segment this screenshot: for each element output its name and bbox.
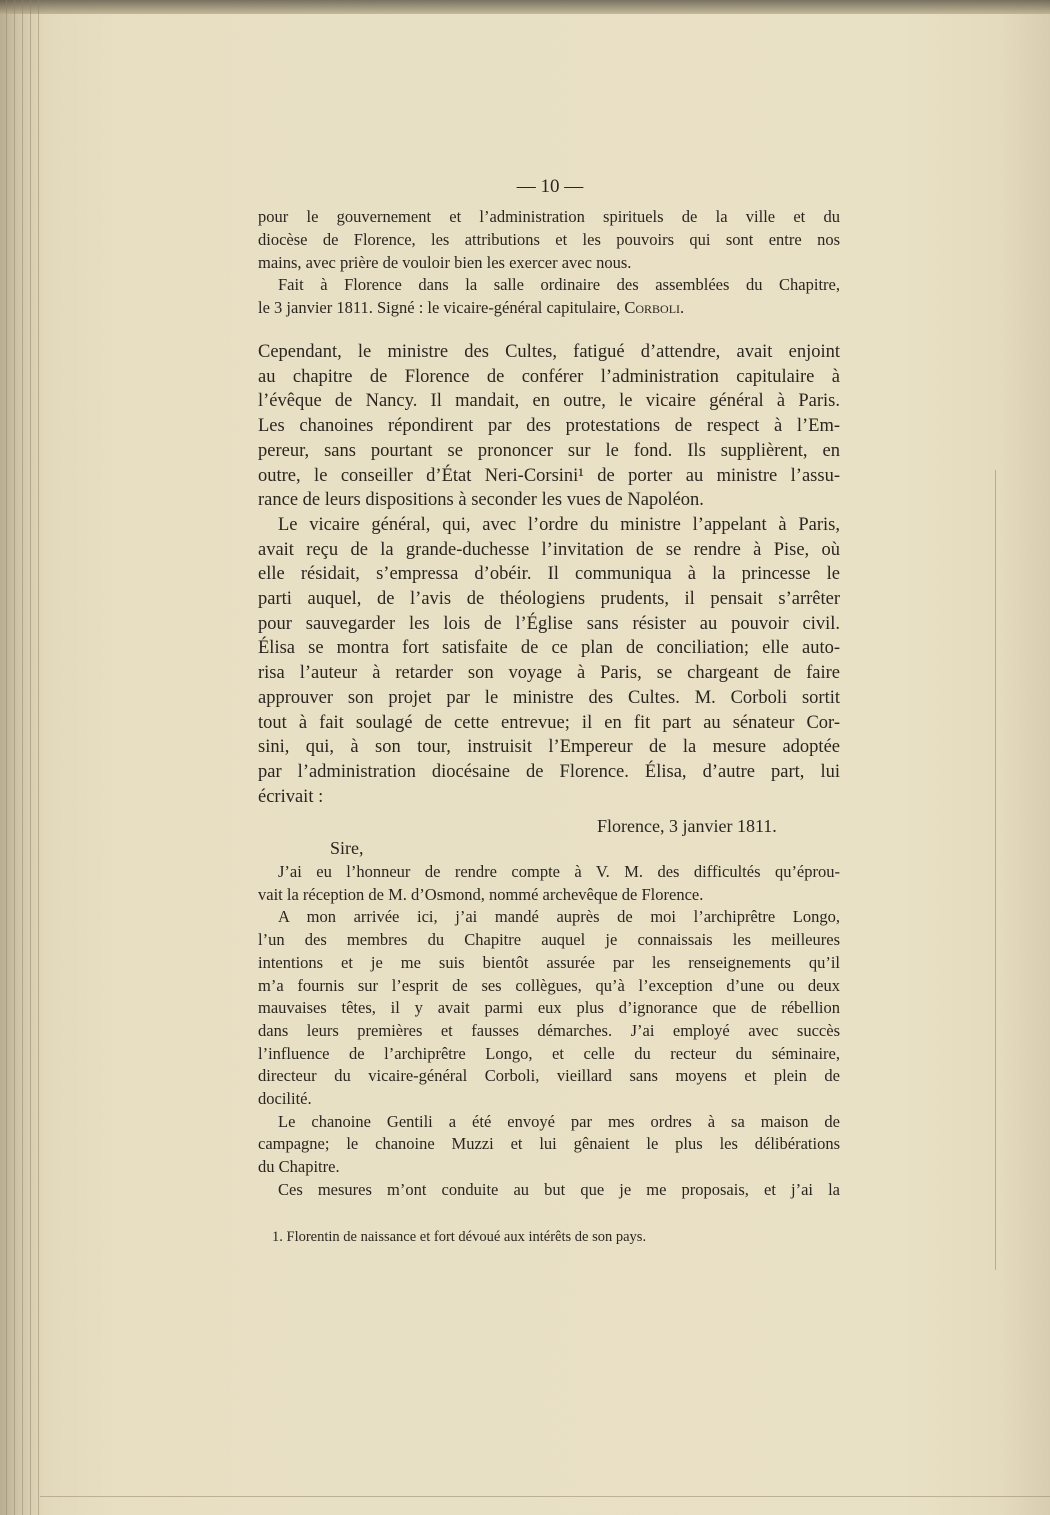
text-line-content: parti auquel, de l’avis de théologiens prudents, il pensait s’arrêter (258, 589, 840, 609)
text-line (258, 638, 840, 659)
footnote: 1. Florentin de naissance et fort dévoué aux intérêts de son pays. (272, 1229, 647, 1245)
text-line-content: au chapitre de Florence de conférer l’administration capitulaire à (258, 366, 840, 387)
text-line (258, 416, 840, 437)
text-line-content: Élisa se montra fort satisfaite de ce plan de conciliation; elle auto- (258, 638, 840, 659)
text-line (258, 1180, 840, 1200)
text-line (258, 1021, 840, 1041)
text-line (258, 1112, 840, 1132)
text-line (258, 762, 840, 783)
text-line (258, 1066, 840, 1086)
text-line (258, 688, 840, 709)
text-line (258, 564, 840, 585)
text-line (258, 230, 840, 250)
scan-top-edge (0, 0, 1050, 14)
text-line-content: pereur, sans pourtant se prononcer sur le fond. Ils supplièrent, en (258, 440, 840, 461)
text-line-content: écrivait : (258, 786, 324, 807)
text-line (258, 589, 840, 610)
text-line (258, 663, 840, 684)
text-line-content: m’a fournis sur l’esprit de ses collègues, qu’à l’exception d’une ou deux (258, 975, 840, 995)
page-edge (30, 0, 31, 1515)
text-line-content: risa l’auteur à retarder son voyage à Paris, se chargeant de faire (258, 663, 840, 684)
text-line-content: vait la réception de M. d’Osmond, nommé archevêque de Florence. (258, 884, 704, 904)
text-line-content: l’influence de l’archiprêtre Longo, et celle du recteur du séminaire, (258, 1043, 840, 1063)
text-line (258, 713, 840, 734)
text-line-content: directeur du vicaire-général Corboli, vieillard sans moyens et plein de (258, 1066, 840, 1086)
page-bottom-edge (40, 1496, 1050, 1497)
text-line (258, 976, 840, 996)
text-line (258, 885, 840, 905)
text-line (258, 490, 840, 511)
page-edge (22, 0, 23, 1515)
text-line (258, 862, 840, 882)
text-line-content: elle résidait, s’empressa d’obéir. Il communiqua à la princesse le (258, 564, 840, 585)
text-line-content: dans leurs premières et fausses démarches. J’ai employé avec succès (258, 1020, 840, 1040)
text-line-content: pour le gouvernement et l’administration spirituels de la ville et du (258, 207, 840, 226)
text-line-content: Le chanoine Gentili a été envoyé par mes ordres à sa maison de (278, 1111, 840, 1131)
text-line (258, 342, 840, 363)
text-line (258, 614, 840, 635)
page-number: — 10 — (516, 176, 584, 197)
text-line-content: Les chanoines répondirent par des protestations de respect à l’Em- (258, 416, 840, 437)
text-line-content: pour sauvegarder les lois de l’Église sans résister au pouvoir civil. (258, 613, 840, 634)
text-line (258, 207, 840, 227)
page-edge (14, 0, 15, 1515)
text-line (258, 540, 840, 561)
text-line (258, 466, 840, 487)
text-line (258, 367, 840, 388)
text-line (258, 515, 840, 536)
text-line-content: le 3 janvier 1811. Signé : le vicaire-général capitulaire, (258, 298, 625, 318)
text-line (258, 930, 840, 950)
text-line (258, 1044, 840, 1064)
text-line (258, 253, 840, 273)
text-line (258, 1089, 840, 1109)
page-edge (6, 0, 7, 1515)
text-line-content: Fait à Florence dans la salle ordinaire des assemblées du Chapitre, (278, 275, 840, 295)
text-line (258, 1134, 840, 1154)
signature-name: Corboli. (624, 298, 685, 318)
text-line-content: Le vicaire général, qui, avec l’ordre du ministre l’appelant à Paris, (278, 514, 840, 535)
text-line-content: l’évêque de Nancy. Il mandait, en outre, le vicaire général à Paris. (258, 391, 840, 412)
text-line-content: intentions et je me suis bientôt assurée par les renseignements qu’il (258, 952, 840, 972)
text-line-content: mauvaises têtes, il y avait parmi eux plus d’ignorance que de rébellion (258, 998, 840, 1018)
text-line-content: tout à fait soulagé de cette entrevue; il en fit part au sénateur Cor- (258, 712, 840, 733)
text-line (258, 391, 840, 412)
text-line (258, 298, 840, 318)
text-line (258, 1157, 840, 1177)
text-line-content: rance de leurs dispositions à seconder les vues de Napoléon. (258, 490, 704, 511)
text-line-content: outre, le conseiller d’État Neri-Corsini¹ de porter au ministre l’assu- (258, 465, 840, 486)
text-line-content: campagne; le chanoine Muzzi et lui gênaient le plus les délibérations (258, 1134, 840, 1154)
text-line-content: Cependant, le ministre des Cultes, fatigué d’attendre, avait enjoint (258, 342, 840, 362)
text-line (258, 787, 840, 808)
text-line (258, 737, 840, 758)
text-line-content: J’ai eu l’honneur de rendre compte à V. M. des difficultés qu’éprou- (278, 862, 840, 881)
text-line-content: avait reçu de la grande-duchesse l’invitation de se rendre à Pise, où (258, 539, 840, 560)
text-line (258, 953, 840, 973)
text-line (258, 441, 840, 462)
text-line-content: l’un des membres du Chapitre auquel je connaissais les meilleures (258, 930, 840, 950)
text-line-content: docilité. (258, 1089, 312, 1108)
text-line (258, 998, 840, 1018)
letter-date: Florence, 3 janvier 1811. (597, 816, 777, 836)
text-line-content: A mon arrivée ici, j’ai mandé auprès de moi l’archiprêtre Longo, (278, 907, 840, 927)
text-line (258, 275, 840, 295)
text-line-content: par l’administration diocésaine de Florence. Élisa, d’autre part, lui (258, 761, 840, 782)
text-line (258, 907, 840, 927)
text-line-content: approuver son projet par le ministre des Cultes. M. Corboli sortit (258, 687, 840, 708)
page-edge (38, 0, 39, 1515)
text-line-content: diocèse de Florence, les attributions et les pouvoirs qui sont entre nos (258, 229, 840, 249)
text-line-content: mains, avec prière de vouloir bien les exercer avec nous. (258, 252, 632, 272)
letter-salutation: Sire, (330, 838, 364, 858)
text-line-content: sini, qui, à son tour, instruisit l’Empereur de la mesure adoptée (258, 737, 840, 758)
facing-page-edge (995, 470, 996, 1270)
text-line-content: du Chapitre. (258, 1157, 340, 1177)
text-line-content: Ces mesures m’ont conduite au but que je me proposais, et j’ai la (278, 1179, 840, 1199)
